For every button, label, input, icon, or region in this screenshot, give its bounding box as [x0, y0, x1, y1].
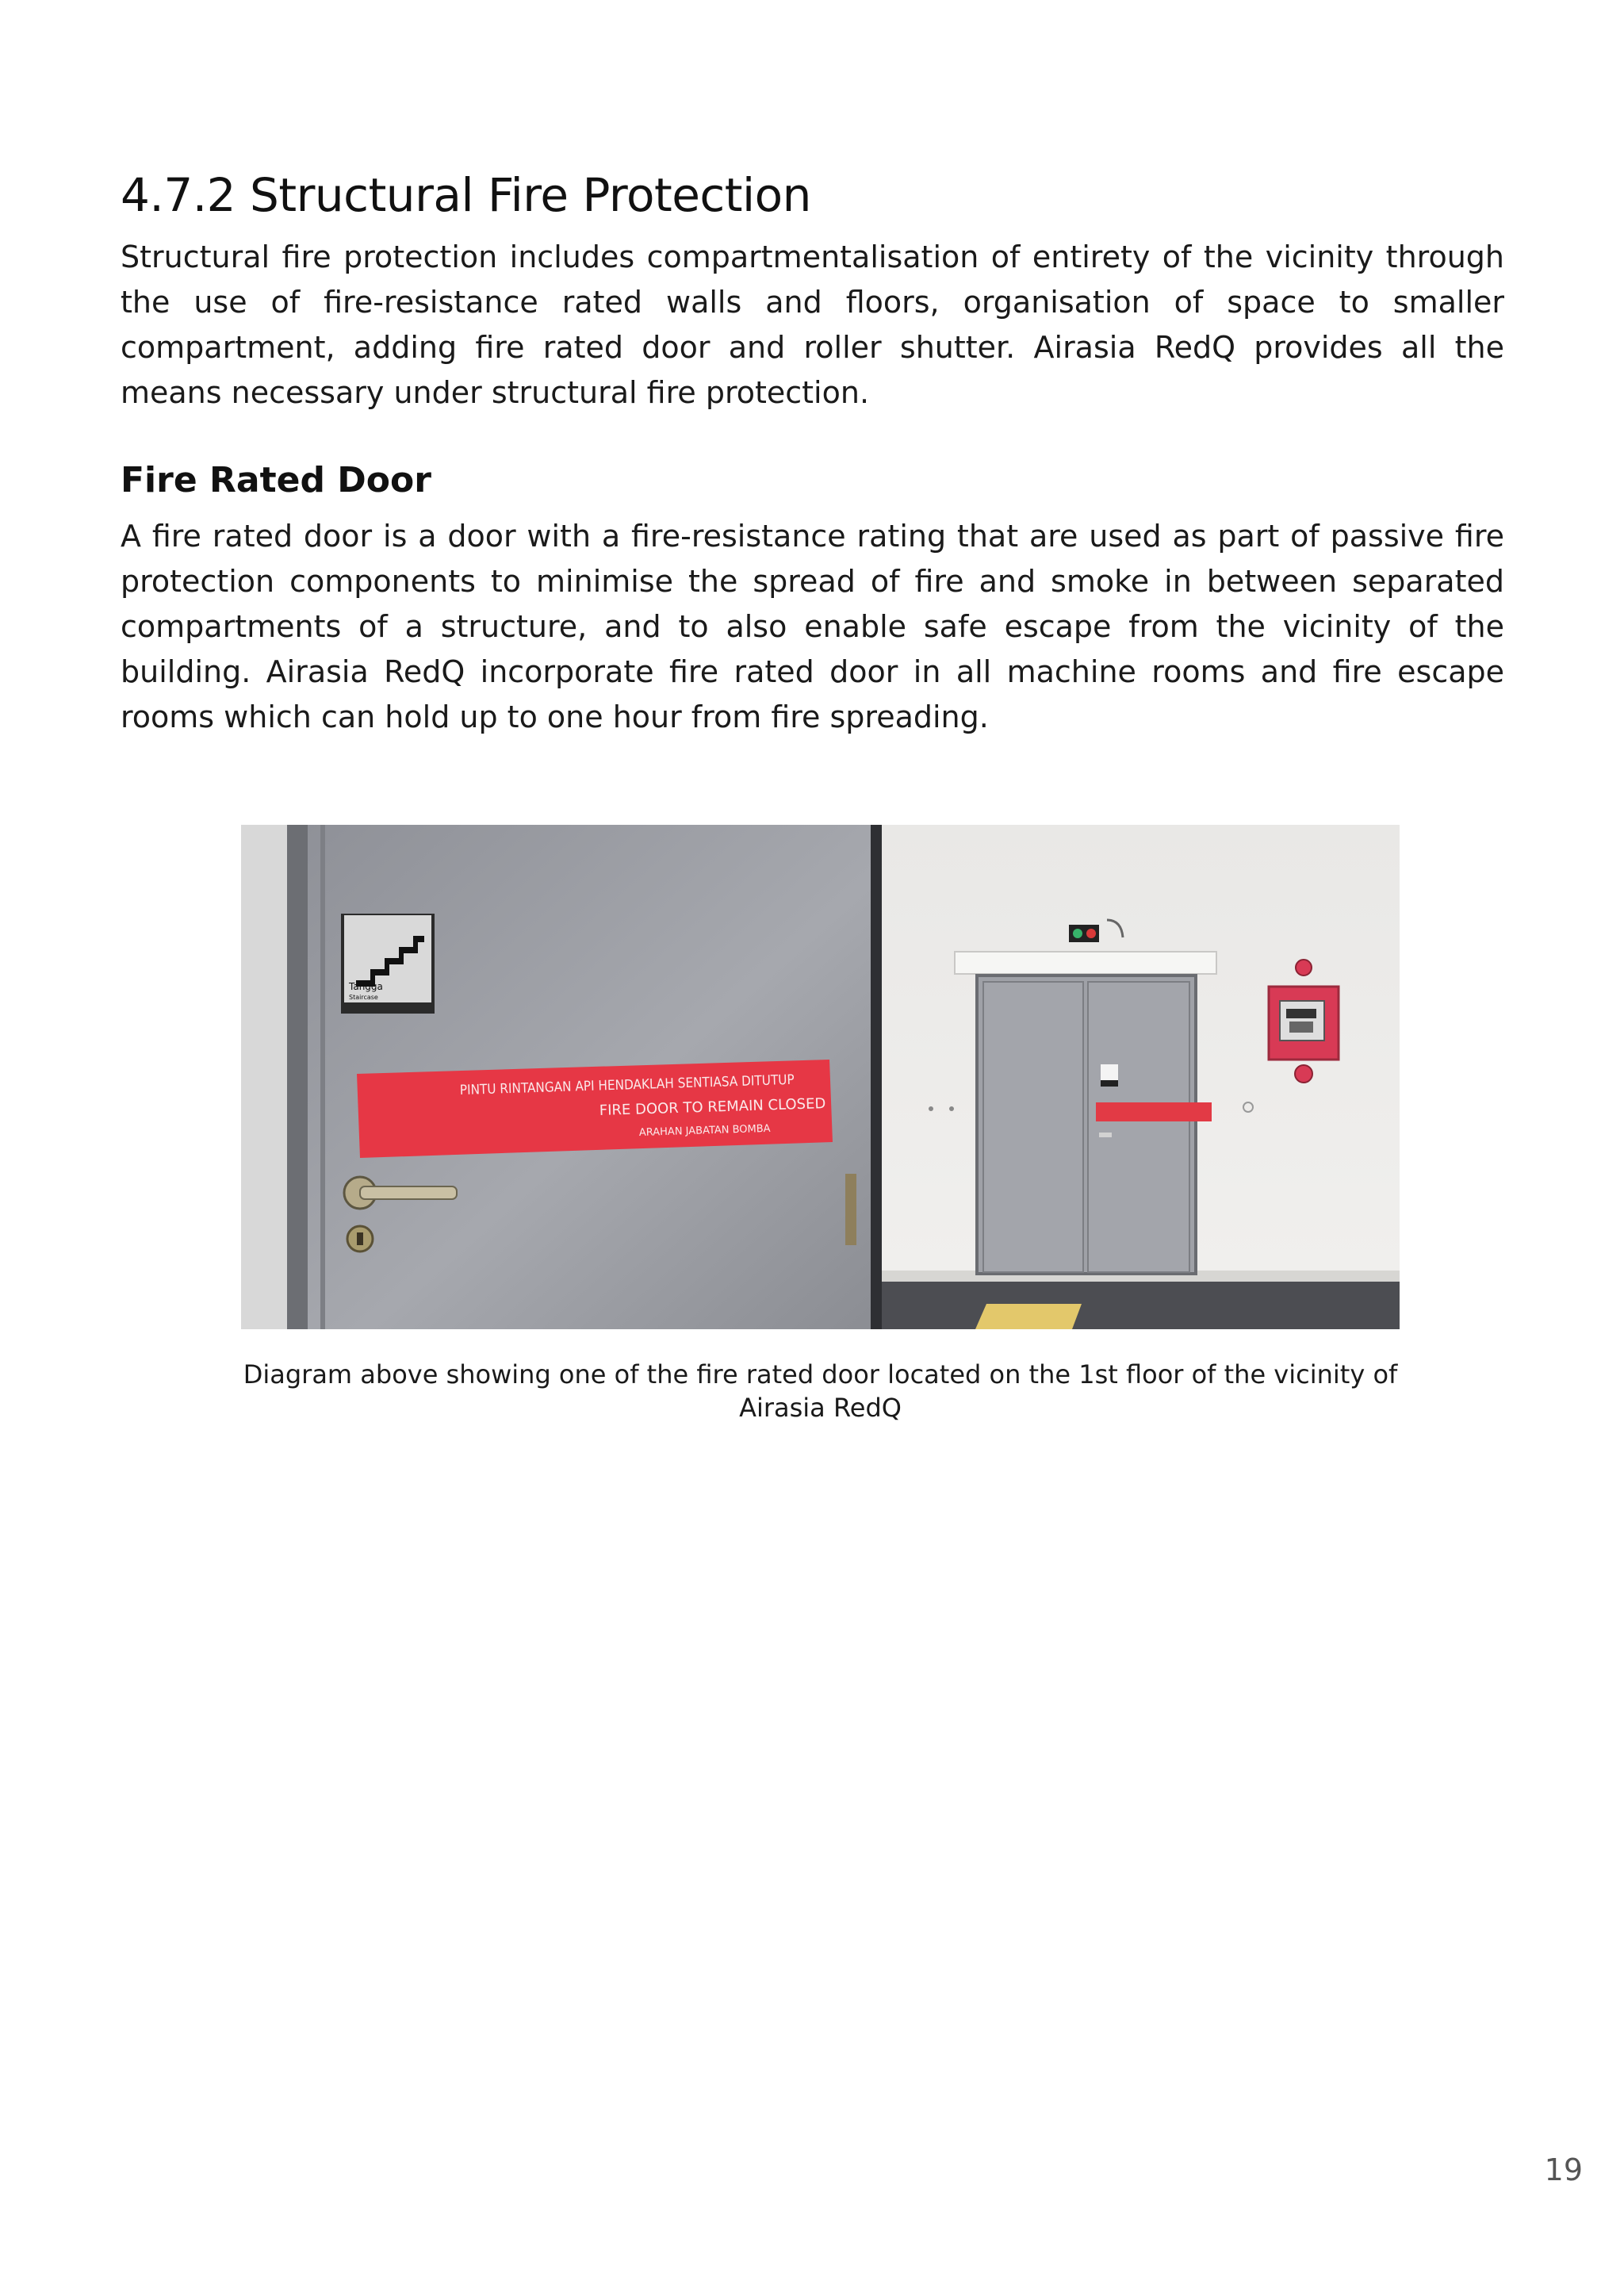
fire-door-photos — [241, 825, 1400, 1329]
fire-door-sign-line2: FIRE DOOR TO REMAIN CLOSED — [599, 1095, 826, 1119]
fire-door-sign-line1: PINTU RINTANGAN API HENDAKLAH SENTIASA DITUTUP — [459, 1071, 795, 1098]
section-paragraph: Structural fire protection includes compartmentalisation of entirety of the vicinity through the use of fire-resistance rated walls and floors, organisation of space to smaller compartment, adding fire rated door and roller shutter. Airasia RedQ provides all the means necessary under structural fire protection. — [121, 240, 1504, 410]
figure-caption: Diagram above showing one of the fire rated door located on the 1st floor of the vicinity of Airasia RedQ — [243, 1359, 1398, 1423]
page-number: 19 — [1544, 2152, 1583, 2187]
stair-sign-line2: Staircase — [349, 994, 378, 1001]
left-door-photo — [241, 825, 882, 1329]
fire-door-sign — [357, 1060, 833, 1158]
subsection-paragraph: A fire rated door is a door with a fire-resistance rating that are used as part of passive fire protection components to minimise the spread of fire and smoke in between separated compartments of a structure, and to also enable safe escape from the vicinity of the building. Airasia RedQ incorporate fire rated door in all machine rooms and fire escape rooms which can hold up to one hour from fire spreading. — [121, 519, 1504, 734]
stair-sign-line1: Tangga — [349, 981, 383, 992]
staircase-sign — [341, 914, 435, 1014]
fire-door-sign-line3: ARAHAN JABATAN BOMBA — [638, 1122, 771, 1139]
section-title: 4.7.2 Structural Fire Protection — [121, 168, 811, 222]
subsection-title: Fire Rated Door — [121, 460, 431, 500]
right-door-photo — [882, 825, 1400, 1329]
